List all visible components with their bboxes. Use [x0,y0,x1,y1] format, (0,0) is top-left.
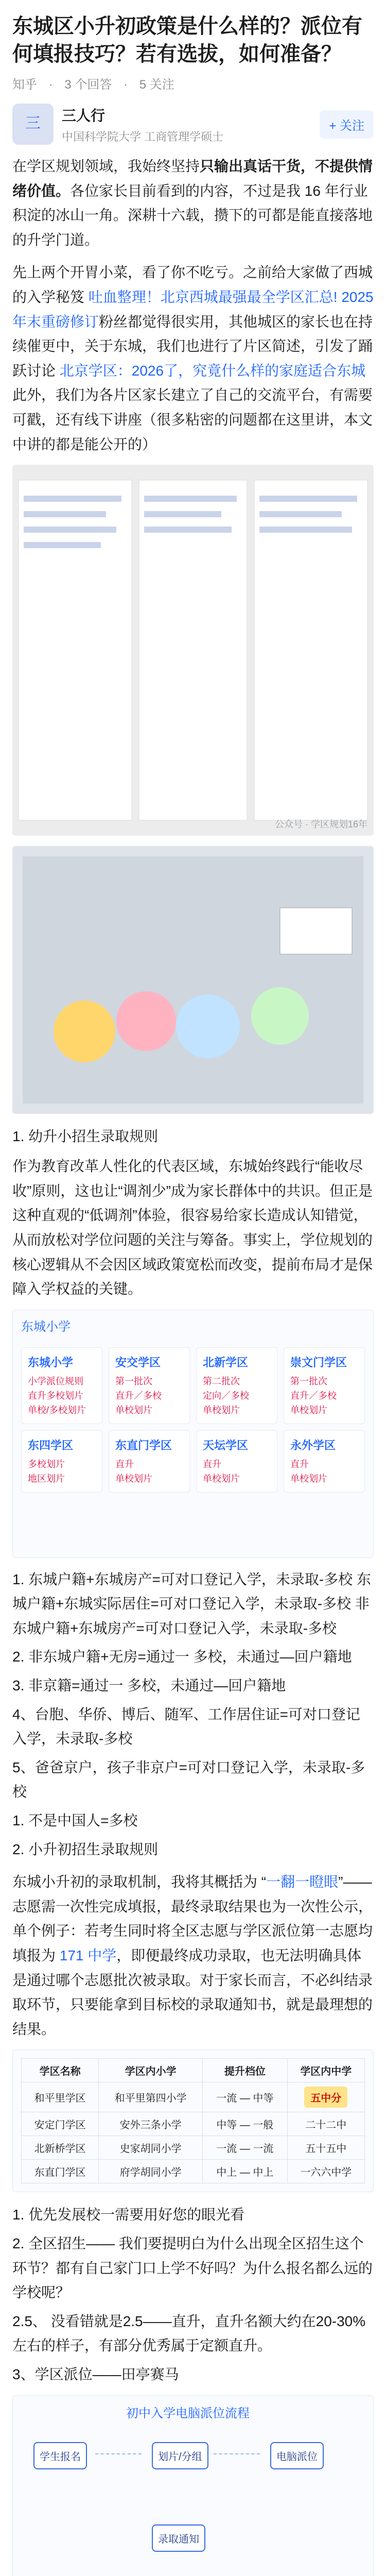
paragraph-1: 在学区规划领域，我始终坚持只输出真话干货，不提供情绪价值。各位家长目前看到的内容，不过是我 16 年行业积淀的冰山一角。深耕十六载，攒下的可都是能直接落地的升学门道。 [12,158,373,248]
policy-tile-4: 东四学区 多校划片 地区划片 [21,1430,102,1493]
paragraph-mechanism: 东城小升初的录取机制，我将其概括为 “一翻一瞪眼”——志愿需一次性完成填报，最终录取结果也为一次性公示，单个例子：若考生同时将全区志愿与学区派位第一志愿均填报为 171 中学，即便最终成功录取，也无法明确具体是通过哪个志愿批次被录取。对于家长而言，不必纠结录取环节，只要能拿到目标校的录取通知书，就是最理想的结果。 [12,1874,373,2037]
answers-count: 3 个回答 [64,78,112,92]
policy-tile-1: 安交学区 第一批次 直升／多校 单校划片 [109,1347,190,1424]
table-row: 东直门学区 府学胡同小学 中上 — 中上 一六六中学 [22,2160,365,2183]
meta-row: 知乎 · 3 个回答 · 5 关注 [12,78,174,92]
table-row: 安定门学区 安外三条小学 中等 — 一般 二十二中 [22,2112,365,2136]
flowchart-image [12,2395,374,2576]
policy-diagram [12,1310,374,1558]
paragraph-2: 先上两个开胃小菜，看了你不吃亏。之前给大家做了西城的入学秘笈 吐血整理！北京西城最强最全学区汇总! 2025年末重磅修订粉丝都觉得很实用，其他城区的家长也在持续催更中，关于东城，我们也进行了片区简述，引发了踊跃讨论 北京学区：2026了，究竟什么样的家庭适合东城此外，我们为各片区家长建立了自己的交流平台，有需要可戳，还有线下讲座（很多粘密的问题都在这里讲，本文中讲的都是能公开的） [12,264,374,452]
chat-collage-image [12,465,374,836]
policy-tile-5: 东直门学区 直升 单校划片 [109,1430,190,1493]
policy-tile-6: 天坛学区 直升 单校划片 [196,1430,277,1493]
flow-node-3: 录取通知 [152,2524,205,2552]
list-3: 1. 优先发展校一需要用好您的眼光看 2. 全区招生—— 我们要提明白为什么出现全区招生这个环节？都有自己家门口上学不好吗？为什么报名都么远的学校呢？ 2.5、 没看错就是2.5——直升，直升名额大约在20-30%左右的样子，有部分优秀属于定额直升。 3、学区派位——田亭赛马 [12,2207,373,2382]
source: 知乎 [12,78,37,92]
image-caption: 公众号 · 学区规划16年 [274,819,367,830]
score-table: 学区名称 学区内小学 提升档位 学区内中学 和平里学区 和平里第四小学 一流 — 中等 五中分 安定门学区 安外三条小学 中等 — 一般 二十二中 北新桥学区 史家胡同小学 一流 — 一流 五十五中 东直门学区 府学胡同小学 中上 — 中上 一六六中学 [21,2058,365,2183]
flow-node-2: 电脑派位 [270,2442,324,2469]
score-table-image [12,2049,374,2192]
flow-node-1: 划片/分组 [152,2442,208,2469]
policy-tile-7: 永外学区 直升 单校划片 [284,1430,365,1493]
list-2: 1. 东城户籍+东城房产=可对口登记入学，未录取-多校 东城户籍+东城实际居住=可对口登记入学，未录取-多校 非东城户籍+东城房产=可对口登记入学，未录取-多校 2. 非东城户籍+无房=通过一 多校，未通过—回户籍地 3. 非京籍=通过一 多校，未通过—回户籍地 4、台胞、华侨、博后、随军、工作居住证=可对口登记入学，未录取-多校 5、爸爸京户，孩子非京户=可对口登记入学，未录取-多校 1. 不是中国人=多校 2. 小升初招生录取规则 [12,1571,371,1857]
classroom-photo [12,846,374,1114]
flow-node-0: 学生报名 [33,2442,87,2469]
svg-text:三: 三 [25,115,41,132]
link-dongcheng-families[interactable]: 北京学区：2026了，究竟什么样的家庭适合东城 [59,362,366,379]
author-name: 三人行 [62,107,106,124]
section-title-1: 1. 幼升小招生录取规则 [12,1128,159,1145]
policy-header: 东城小学 [21,1319,71,1334]
author-row [12,104,374,145]
author-subtitle: 中国科学院大学 工商管理学硕士 [62,130,224,143]
followers-count: 5 关注 [139,78,174,92]
link-xicheng-guide[interactable]: 吐血整理！北京西城最强最全学区汇总! 2025年末重磅修订 [12,289,374,330]
flowchart-title: 初中入学电脑派位流程 [126,2406,250,2420]
avatar [12,104,54,145]
section-intro-1: 作为教育改革人性化的代表区域，东城始终践行“能收尽收”原则，这也让“调剂少”成为家长群体中的共识。但正是这种直观的“低调剂”体验，很容易给家长造成认知错觉，从而放松对学位问题的关注与筹备。事实上，学位规划的核心逻辑从不会因区域政策宽松而改变，提前布局才是保障入学权益的关键。 [12,1158,373,1297]
link-one-shot[interactable]: 一翻一瞪眼 [266,1874,339,1890]
table-row: 北新桥学区 史家胡同小学 一流 — 一流 五十五中 [22,2136,365,2160]
table-row: 和平里学区 和平里第四小学 一流 — 中等 五中分 [22,2082,365,2112]
policy-tile-2: 北新学区 第二批次 定向／多校 单校划片 [196,1347,277,1424]
follow-button[interactable]: + 关注 [320,110,374,139]
policy-tile-3: 崇文门学区 第一批次 直升／多校 单校划片 [284,1347,365,1424]
policy-tile-0: 东城小学 小学派位规则 直升多校划片 单校/多校划片 [21,1347,102,1424]
page-title: 东城区小升初政策是什么样的？派位有何填报技巧？若有选拔，如何准备？ [12,15,362,65]
